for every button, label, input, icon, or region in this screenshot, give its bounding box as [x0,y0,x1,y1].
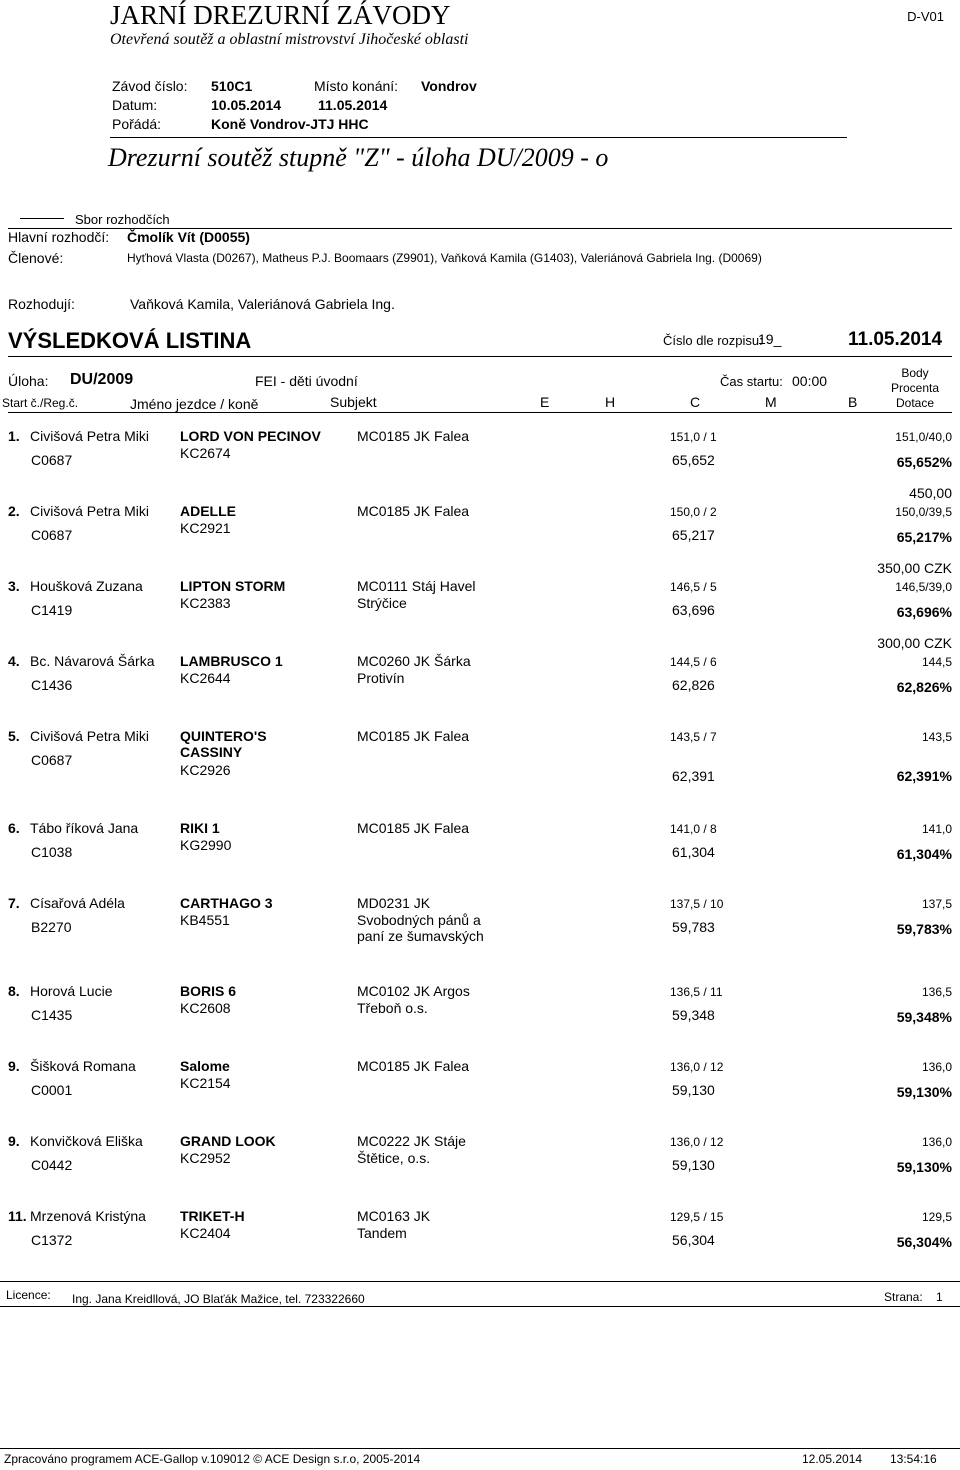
rider-reg: C1435 [31,1007,73,1023]
results-date: 11.05.2014 [848,329,943,350]
score-rank: 143,5 / 7 [670,730,717,744]
percent: 62,826 [672,677,715,693]
score-rank: 136,0 / 12 [670,1135,724,1149]
horse-reg: KC2644 [180,670,231,686]
rider-reg: C0001 [31,1082,73,1098]
procenta-total: 59,130% [896,1084,952,1100]
col-body: Body [901,366,929,380]
horse-name: LORD VON PECINOV [180,428,321,444]
subject: MC0185 JK Falea [357,428,470,444]
rank: 9. [8,1133,20,1149]
competition-title: Drezurní soutěž stupně "Z" - úloha DU/2009 - o [108,143,609,172]
rider-reg: C0687 [31,452,73,468]
subject: MC0185 JK Falea [357,728,470,744]
rozhoduji-value: Vaňková Kamila, Valeriánová Gabriela Ing. [130,296,395,312]
rank: 3. [8,578,20,594]
body-total: 137,5 [921,897,952,911]
procenta-total: 62,391% [896,768,952,784]
score-rank: 151,0 / 1 [670,430,717,444]
col-subjekt: Subjekt [330,394,377,410]
rank: 1. [8,428,20,444]
body-total: 136,0 [921,1135,952,1149]
rider-name: Civišová Petra Miki [30,428,150,444]
rider-reg: C0687 [31,527,73,543]
results-title: VÝSLEDKOVÁ LISTINA [8,328,252,353]
rider-reg: B2270 [31,919,72,935]
misto-value: Vondrov [421,78,477,94]
rider-name: Konvičková Eliška [30,1133,143,1149]
cislo-value: 19_ [758,331,782,347]
body-total: 136,5 [921,985,952,999]
rider-name: Civišová Petra Miki [30,503,150,519]
dotace: 450,00 [909,485,952,501]
porada-value: Koně Vondrov-JTJ HHC [211,116,369,132]
dotace: 350,00 CZK [877,560,952,576]
licence-value: Ing. Jana Kreidllová, JO Blaťák Mažice, tel. 723322660 [72,1292,365,1306]
rider-reg: C1372 [31,1232,73,1248]
rider-name: Houšková Zuzana [30,578,143,594]
subject-line-2: Tandem [357,1225,407,1241]
percent: 65,652 [672,452,715,468]
zavod-value: 510C1 [211,78,253,94]
uloha-value: DU/2009 [70,371,134,388]
horse-name: Salome [180,1058,230,1074]
body-total: 150,0/39,5 [895,505,952,519]
subject: MD0231 JK [357,895,431,911]
horse-reg: KC2608 [180,1000,231,1016]
procenta-total: 65,217% [896,529,952,545]
page-title: JARNÍ DREZURNÍ ZÁVODY [110,0,451,30]
rider-reg: C0687 [31,752,73,768]
body-total: 129,5 [921,1210,952,1224]
strana-value: 1 [936,1290,943,1304]
procenta-total: 59,348% [896,1009,952,1025]
horse-reg: KG2990 [180,837,232,853]
percent: 59,783 [672,919,715,935]
col-e: E [540,394,550,410]
score-rank: 136,5 / 11 [670,985,723,999]
divider [0,1281,960,1282]
program-info: Zpracováno programem ACE-Gallop v.109012 © ACE Design s.r.o, 2005-2014 [4,1452,421,1466]
subject: MC0185 JK Falea [357,503,470,519]
rank: 4. [8,653,20,669]
body-total: 141,0 [921,822,952,836]
procenta-total: 61,304% [896,846,952,862]
rider-reg: C1038 [31,844,73,860]
body-total: 146,5/39,0 [895,580,952,594]
horse-reg: KC2404 [180,1225,231,1241]
horse-name: LIPTON STORM [180,578,286,594]
divider [0,1306,960,1307]
procenta-total: 59,783% [896,921,952,937]
percent: 63,696 [672,602,715,618]
horse-reg: KB4551 [180,912,230,928]
rider-name: Horová Lucie [30,983,113,999]
subject-line-2: Strýčice [357,595,407,611]
subject: MC0163 JK [357,1208,431,1224]
percent: 62,391 [672,768,715,784]
print-time: 13:54:16 [890,1452,937,1466]
col-start: Start č./Reg.č. [2,396,79,410]
rank: 7. [8,895,20,911]
horse-name: GRAND LOOK [180,1133,276,1149]
uloha-desc: FEI - děti úvodní [255,373,358,389]
datum-from: 10.05.2014 [211,97,282,113]
divider [20,218,64,219]
zavod-label: Závod číslo: [112,78,188,94]
cislo-label: Číslo dle rozpisu: [663,333,763,348]
divider [110,137,847,138]
subject: MC0111 Stáj Havel [357,578,476,594]
rider-name: Tábo říková Jana [30,820,139,836]
procenta-total: 62,826% [896,679,952,695]
horse-name: CARTHAGO 3 [180,895,273,911]
sbor-label: Sbor rozhodčích [75,212,170,227]
score-rank: 137,5 / 10 [670,897,724,911]
subject: MC0222 JK Stáje [357,1133,466,1149]
subject: MC0260 JK Šárka [357,653,471,669]
body-total: 143,5 [921,730,952,744]
horse-reg: KC2154 [180,1075,231,1091]
horse-name: ADELLE [180,503,236,519]
rank: 9. [8,1058,20,1074]
divider [0,1448,960,1449]
body-total: 136,0 [921,1060,952,1074]
rank: 5. [8,728,20,744]
rider-name: Šišková Romana [30,1058,136,1074]
subject-line-2: Štětice, o.s. [357,1150,431,1166]
percent: 56,304 [672,1232,715,1248]
rider-reg: C1436 [31,677,73,693]
datum-label: Datum: [112,97,158,113]
rider-reg: C0442 [31,1157,73,1173]
print-date: 12.05.2014 [802,1452,863,1466]
horse-reg: KC2674 [180,445,231,461]
subject: MC0185 JK Falea [357,820,470,836]
col-h: H [605,394,616,410]
subject-line-2: Svobodných pánů a [357,912,481,928]
page-subtitle: Otevřená soutěž a oblastní mistrovství Jihočeské oblasti [110,31,469,48]
horse-reg: KC2921 [180,520,231,536]
misto-label: Místo konání: [314,78,399,94]
percent: 61,304 [672,844,715,860]
divider [8,412,952,413]
licence-label: Licence: [6,1288,51,1302]
rider-reg: C1419 [31,602,73,618]
rider-name: Císařová Adéla [30,895,125,911]
horse-name: BORIS 6 [180,983,237,999]
col-b: B [848,394,858,410]
col-procenta: Procenta [890,381,940,395]
percent: 59,348 [672,1007,715,1023]
body-total: 144,5 [921,655,952,669]
percent: 65,217 [672,527,715,543]
score-rank: 136,0 / 12 [670,1060,724,1074]
horse-reg: KC2926 [180,762,231,778]
col-jmeno: Jméno jezdce / koně [130,396,259,412]
uloha-label: Úloha: [8,373,49,389]
procenta-total: 56,304% [896,1234,952,1250]
hlavni-label: Hlavní rozhodčí: [8,229,110,245]
subject-line-2: Protivín [357,670,405,686]
dotace: 300,00 CZK [877,635,952,651]
porada-label: Pořádá: [112,116,162,132]
cas-label: Čas startu: [720,374,783,389]
rank: 8. [8,983,20,999]
rank: 6. [8,820,20,836]
rank: 2. [8,503,20,519]
percent: 59,130 [672,1157,715,1173]
doc-id: D-V01 [907,9,944,24]
score-rank: 146,5 / 5 [670,580,717,594]
rozhoduji-label: Rozhodují: [8,296,75,312]
horse-reg: KC2383 [180,595,231,611]
strana-label: Strana: [884,1290,923,1304]
score-rank: 129,5 / 15 [670,1210,724,1224]
procenta-total: 59,130% [896,1159,952,1175]
subject-line-2: Třeboň o.s. [357,1000,428,1016]
horse-reg: KC2952 [180,1150,231,1166]
procenta-total: 63,696% [896,604,952,620]
percent: 59,130 [672,1082,715,1098]
rider-name: Bc. Návarová Šárka [30,653,155,669]
horse-name: TRIKET-H [180,1208,245,1224]
datum-to: 11.05.2014 [318,97,388,113]
hlavni-value: Čmolík Vít (D0055) [127,229,250,245]
score-rank: 144,5 / 6 [670,655,717,669]
subject: MC0185 JK Falea [357,1058,470,1074]
score-rank: 141,0 / 8 [670,822,717,836]
subject: MC0102 JK Argos [357,983,470,999]
clenove-value: Hyťhová Vlasta (D0267), Matheus P.J. Boomaars (Z9901), Vaňková Kamila (G1403), Valeriánová Gabriela Ing. (D0069) [127,251,762,265]
rank: 11. [8,1208,27,1224]
divider [8,356,952,357]
col-dotace: Dotace [895,396,935,410]
clenove-label: Členové: [8,250,64,266]
horse-name: QUINTERO'S [180,728,267,744]
col-m: M [765,394,777,410]
horse-name: RIKI 1 [180,820,220,836]
col-c: C [690,394,701,410]
cas-value: 00:00 [792,373,828,389]
horse-name-2: CASSINY [180,744,243,760]
subject-line-3: paní ze šumavských [357,928,484,944]
procenta-total: 65,652% [896,454,952,470]
body-total: 151,0/40,0 [895,430,952,444]
rider-name: Civišová Petra Miki [30,728,150,744]
horse-name: LAMBRUSCO 1 [180,653,283,669]
score-rank: 150,0 / 2 [670,505,717,519]
rider-name: Mrzenová Kristýna [30,1208,146,1224]
